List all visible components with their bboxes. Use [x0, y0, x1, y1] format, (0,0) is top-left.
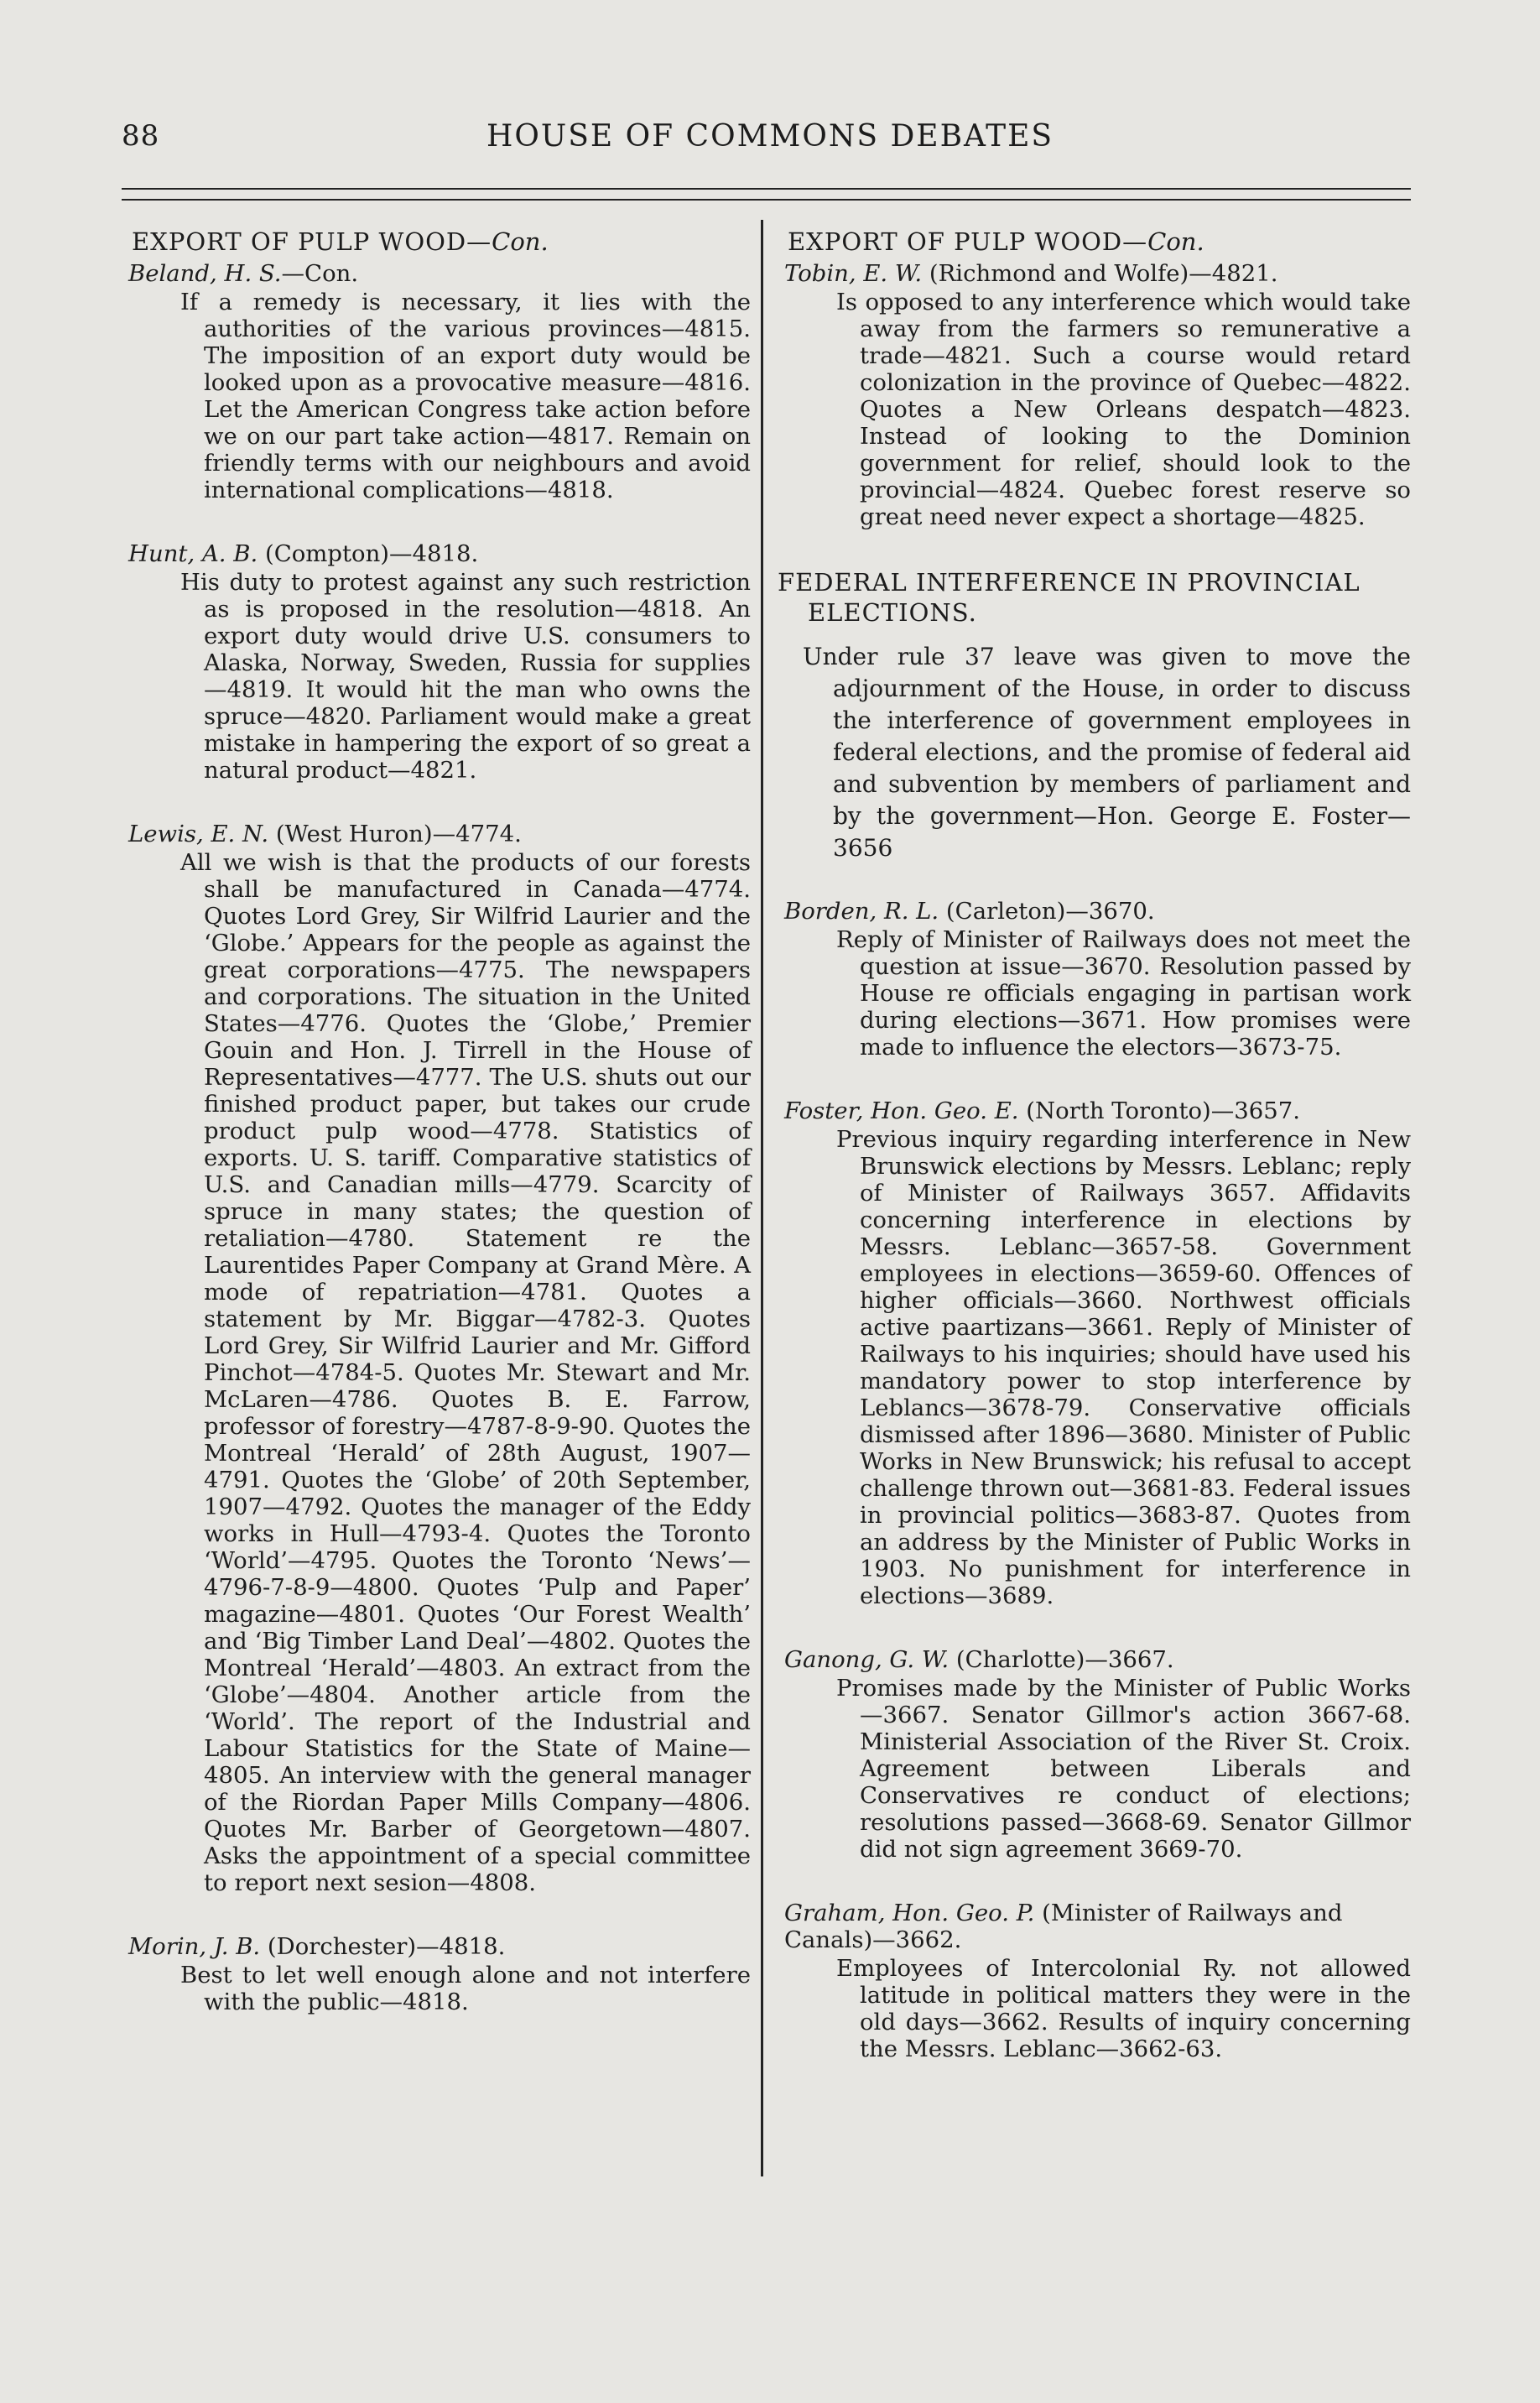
- index-entry: [778, 1097, 1411, 1609]
- index-entry: [122, 821, 751, 1896]
- section-heading-text: EXPORT OF PULP WOOD—: [788, 227, 1148, 256]
- speaker-name: Graham, Hon. Geo. P.: [784, 1900, 1035, 1926]
- speaker-details: (Richmond and Wolfe)—4821.: [922, 260, 1278, 287]
- speaker-details: (Minister of Railways and Canals)—3662.: [784, 1900, 1343, 1953]
- speaker-line: [128, 260, 751, 287]
- speaker-name: Lewis, E. N.: [128, 821, 269, 847]
- speaker-name: Tobin, E. W.: [784, 260, 923, 287]
- speaker-name: Ganong, G. W.: [784, 1646, 949, 1673]
- left-column: [122, 228, 751, 2052]
- speaker-name: Morin, J. B.: [128, 1933, 261, 1960]
- subsection-heading: FEDERAL INTERFERENCE IN PROVINCIAL ELECTIONS.: [778, 568, 1361, 627]
- speaker-name: Borden, R. L.: [784, 898, 939, 925]
- index-entry: [122, 1933, 751, 2015]
- index-entry: [122, 260, 751, 503]
- speaker-line: [784, 1900, 1411, 1953]
- section-heading-con: Con.: [492, 227, 549, 256]
- header-rule-top: [122, 188, 1411, 190]
- speaker-details: (Charlotte)—3667.: [949, 1646, 1174, 1673]
- entry-summary: If a remedy is necessary, it lies with the authorities of the various provinces—4815. The imposition of an export duty would be looked upon as a provocative measure—4816. Let the American Congress take action before we on our part take action—4817. Remain on friendly terms with our neighbours and avoid international complications—4818.: [180, 289, 751, 503]
- page-number: 88: [122, 119, 160, 153]
- speaker-line: [784, 1097, 1411, 1124]
- entry-summary: Reply of Minister of Railways does not meet the question at issue—3670. Resolution passed by House re officials engaging in partisan work during elections—3671. How promises were made to influence the electors—3673-75.: [836, 926, 1411, 1061]
- speaker-name: Foster, Hon. Geo. E.: [784, 1097, 1019, 1124]
- section-heading-con: Con.: [1147, 227, 1204, 256]
- column-divider: [761, 220, 763, 2176]
- entry-summary: His duty to protest against any such restriction as is proposed in the resolution—4818. An export duty would drive U.S. consumers to Alaska, Norway, Sweden, Russia for supplies—4819. It would hit the man who owns the spruce—4820. Parliament would make a great mistake in hampering the export of so great a natural product—4821.: [180, 569, 751, 784]
- speaker-details: (Carleton)—3670.: [939, 898, 1155, 925]
- index-entry: [778, 1646, 1411, 1863]
- speaker-details: —Con.: [281, 260, 359, 287]
- speaker-line: [128, 540, 751, 567]
- speaker-line: [784, 260, 1411, 287]
- section-heading-text: EXPORT OF PULP WOOD—: [132, 227, 492, 256]
- entry-summary: Previous inquiry regarding interference in New Brunswick elections by Messrs. Leblanc; reply of Minister of Railways 3657. Affidavits concerning interference in elections by Messrs. Leblanc—3657-58. Government employees in elections—3659-60. Offences of higher officials—3660. Northwest officials active paartizans—3661. Reply of Minister of Railways to his inquiries; should have used his mandatory power to stop interference by Leblancs—3678-79. Conservative officials dismissed after 1896—3680. Minister of Public Works in New Brunswick; his refusal to accept challenge thrown out—3681-83. Federal issues in provincial politics—3683-87. Quotes from an address by the Minister of Public Works in 1903. No punishment for interference in elections—3689.: [836, 1126, 1411, 1609]
- entry-summary: Best to let well enough alone and not interfere with the public—4818.: [180, 1962, 751, 2015]
- speaker-line: [784, 898, 1411, 925]
- speaker-name: Beland, H. S.: [128, 260, 282, 287]
- entry-summary: Employees of Intercolonial Ry. not allowed latitude in political matters they were in the old days—3662. Results of inquiry concerning the Messrs. Leblanc—3662-63.: [836, 1955, 1411, 2062]
- index-entry: [122, 540, 751, 784]
- section-heading: [132, 228, 751, 255]
- index-entry: [778, 898, 1411, 1061]
- speaker-line: [128, 1933, 751, 1960]
- speaker-details: (Compton)—4818.: [258, 540, 479, 567]
- speaker-details: (Dorchester)—4818.: [260, 1933, 506, 1960]
- speaker-details: (West Huron)—4774.: [268, 821, 522, 847]
- speaker-name: Hunt, A. B.: [128, 540, 258, 567]
- header-rule-bottom: [122, 199, 1411, 201]
- speaker-line: [784, 1646, 1411, 1673]
- page-title: HOUSE OF COMMONS DEBATES: [486, 119, 1054, 154]
- section-heading: [788, 228, 1411, 255]
- index-entry: [778, 260, 1411, 530]
- speaker-line: [128, 821, 751, 847]
- entry-summary: Is opposed to any interference which would take away from the farmers so remunerative a trade—4821. Such a course would retard colonization in the province of Quebec—4822. Quotes a New Orleans despatch—4823. Instead of looking to the Dominion government for relief, should look to the provincial—4824. Quebec forest reserve so great need never expect a shortage—4825.: [836, 289, 1411, 530]
- entry-summary: Promises made by the Minister of Public Works—3667. Senator Gillmor's action 3667-68. Ministerial Association of the River St. Croix. Agreement between Liberals and Conservatives re conduct of elections; resolutions passed—3668-69. Senator Gillmor did not sign agreement 3669-70.: [836, 1675, 1411, 1863]
- index-entry: [778, 1900, 1411, 2062]
- speaker-details: (North Toronto)—3657.: [1018, 1097, 1301, 1124]
- procedural-note: Under rule 37 leave was given to move the adjournment of the House, in order to discuss the interference of government employees in federal elections, and the promise of federal aid and subvention by members of parliament and by the government—Hon. George E. Foster—3656: [803, 643, 1411, 862]
- entry-summary: All we wish is that the products of our forests shall be manufactured in Canada—4774. Quotes Lord Grey, Sir Wilfrid Laurier and the ‘Globe.’ Appears for the people as against the great corporations—4775. The newspapers and corporations. The situation in the United States—4776. Quotes the ‘Globe,’ Premier Gouin and Hon. J. Tirrell in the House of Representatives—4777. The U.S. shuts out our finished product paper, but takes our crude product pulp wood—4778. Statistics of exports. U. S. tariff. Comparative statistics of U.S. and Canadian mills—4779. Scarcity of spruce in many states; the question of retaliation—4780. Statement re the Laurentides Paper Company at Grand Mère. A mode of repatriation—4781. Quotes a statement by Mr. Biggar—4782-3. Quotes Lord Grey, Sir Wilfrid Laurier and Mr. Gifford Pinchot—4784-5. Quotes Mr. Stewart and Mr. McLaren—4786. Quotes B. E. Farrow, professor of forestry—4787-8-9-90. Quotes the Montreal ‘Herald’ of 28th August, 1907—4791. Quotes the ‘Globe’ of 20th September, 1907—4792. Quotes the manager of the Eddy works in Hull—4793-4. Quotes the Toronto ‘World’—4795. Quotes the Toronto ‘News’—4796-7-8-9—4800. Quotes ‘Pulp and Paper’ magazine—4801. Quotes ‘Our Forest Wealth’ and ‘Big Timber Land Deal’—4802. Quotes the Montreal ‘Herald’—4803. An extract from the ‘Globe’—4804. Another article from the ‘World’. The report of the Industrial and Labour Statistics for the State of Maine—4805. An interview with the general manager of the Riordan Paper Mills Company—4806. Quotes Mr. Barber of Georgetown—4807. Asks the appointment of a special committee to report next sesion—4808.: [180, 849, 751, 1896]
- right-column: [778, 228, 1411, 2099]
